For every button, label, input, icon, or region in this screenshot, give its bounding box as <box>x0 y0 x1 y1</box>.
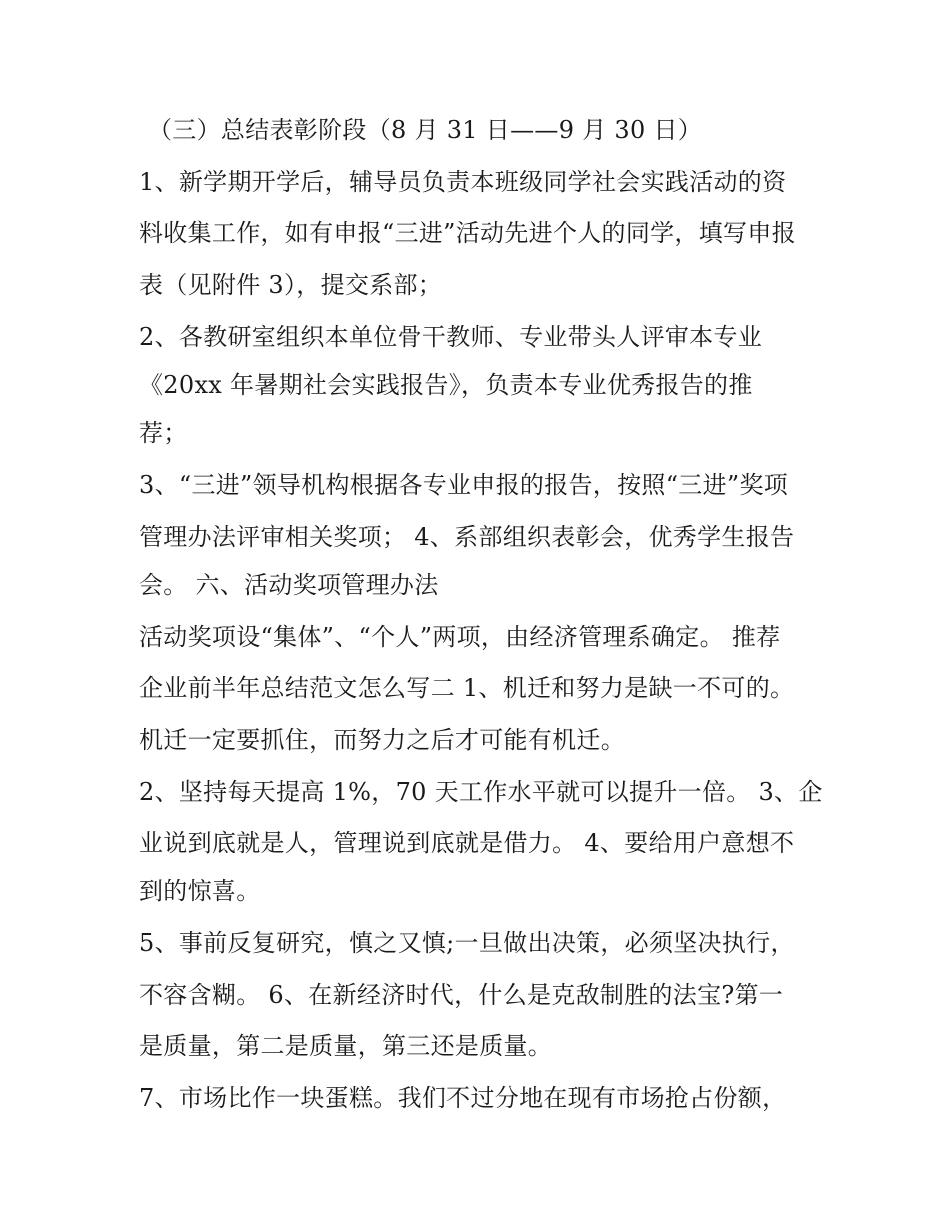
text-line: 管理办法评审相关奖项； 4、系部组织表彰会，优秀学生报告 <box>139 523 795 551</box>
text-line: 是质量，第二是质量，第三还是质量。 <box>139 1032 553 1060</box>
text-line: 企业前半年总结范文怎么写二 1、机迁和努力是缺一不可的。 <box>139 674 795 702</box>
text-line: 业说到底就是人，管理说到底就是借力。 4、要给用户意想不 <box>139 829 795 857</box>
text-line: 表（见附件 3），提交系部； <box>139 271 443 299</box>
text-line: 3、“三进”领导机构根据各专业申报的报告，按照“三进”奖项 <box>139 471 789 499</box>
text-line: 到的惊喜。 <box>139 877 261 905</box>
text-line: 1、新学期开学后，辅导员负责本班级同学社会实践活动的资 <box>139 168 787 196</box>
text-line: 活动奖项设“集体”、“个人”两项，由经济管理系确定。 推荐 <box>139 623 781 651</box>
text-line: 2、坚持每天提高 1%，70 天工作水平就可以提升一倍。 3、企 <box>139 778 823 806</box>
text-line: 机迁一定要抓住，而努力之后才可能有机迁。 <box>139 726 625 754</box>
text-line: 不容含糊。 6、在新经济时代，什么是克敌制胜的法宝?第一 <box>139 981 784 1009</box>
text-line: 《20xx 年暑期社会实践报告》，负责本专业优秀报告的推 <box>139 371 753 399</box>
text-line: 荐； <box>139 419 188 447</box>
text-line: 料收集工作，如有申报“三进”活动先进个人的同学，填写申报 <box>139 219 796 247</box>
text-line: 7、市场比作一块蛋糕。我们不过分地在现有市场抢占份额， <box>139 1084 787 1112</box>
text-line: 会。 六、活动奖项管理办法 <box>139 571 439 599</box>
text-line: 5、事前反复研究，慎之又慎;一旦做出决策，必须坚决执行， <box>139 929 795 957</box>
section-heading: （三）总结表彰阶段（8 月 31 日——9 月 30 日） <box>148 116 703 144</box>
text-line: 2、各教研室组织本单位骨干教师、专业带头人评审本专业 <box>139 323 763 351</box>
